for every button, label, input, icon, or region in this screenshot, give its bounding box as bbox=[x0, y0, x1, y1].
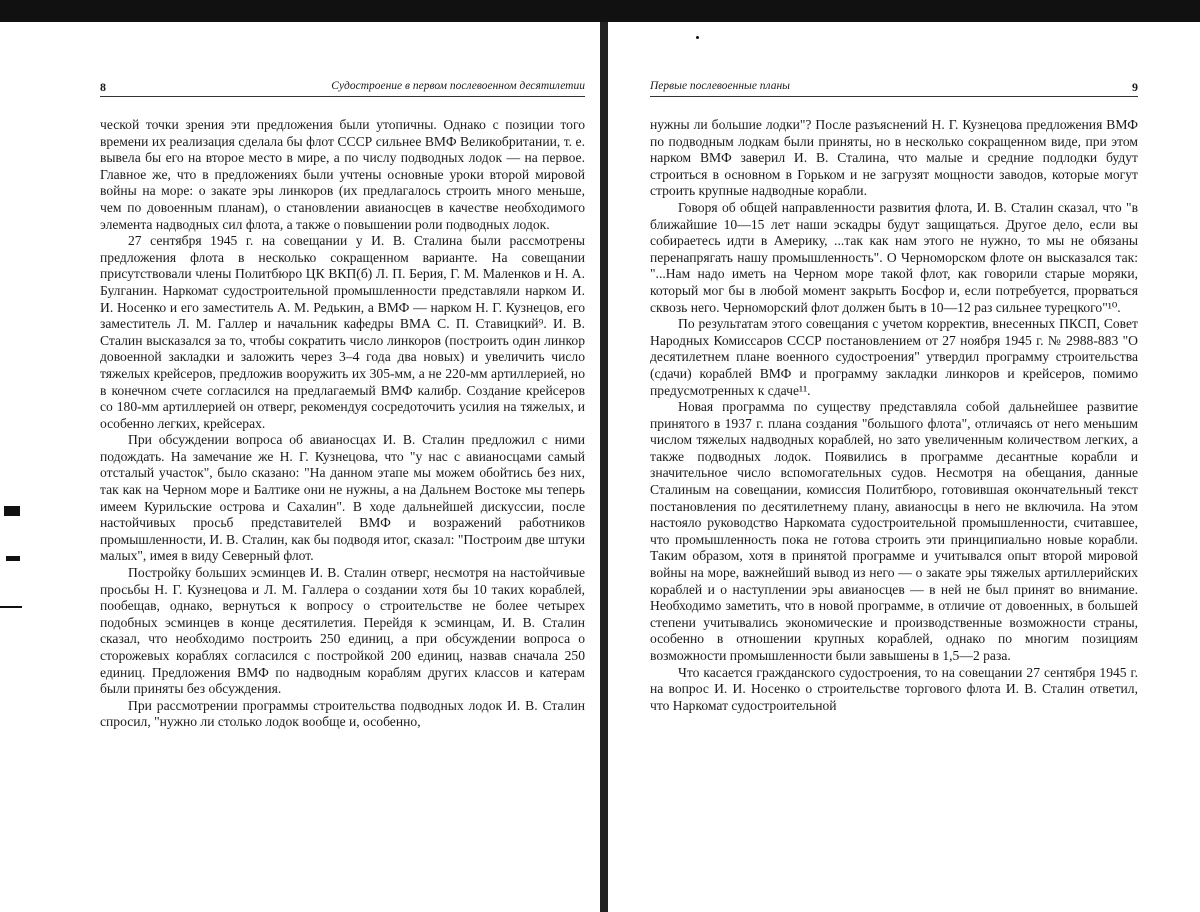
scan-speck bbox=[696, 36, 699, 39]
running-header bbox=[650, 80, 1138, 97]
page-body bbox=[100, 117, 585, 731]
paragraph: При рассмотрении программы строительства подводных лодок И. В. Сталин спросил, "нужно ли столько лодок вообще и, особенно, bbox=[100, 697, 585, 730]
paragraph: Что касается гражданского судостроения, то на совещании 27 сентября 1945 г. на вопрос И. И. Носенко о строительстве торгового флота И. В. Сталин ответил, что Наркомат судостроительной bbox=[650, 664, 1138, 713]
paragraph: Постройку больших эсминцев И. В. Сталин отверг, несмотря на настойчивые просьбы Н. Г. Кузнецова и Л. М. Галлера о создании хотя бы 10 таких кораблей, пообещав, однако, вернуться к вопросу о строительстве не более четырех подобных эсминцев в конце десятилетия. Перейдя к эсминцам, И. В. Сталин сказал, что необходимо построить 250 единиц, а при обсуждении вопроса о сторожевых кораблях согласился с постройкой 200 единиц, назвав сначала 250 единиц. Предложения ВМФ по надводным кораблям других классов и катерам были приняты без обсуждения. bbox=[100, 565, 585, 697]
paragraph: При обсуждении вопроса об авианосцах И. В. Сталин предложил с ними подождать. На замечание же Н. Г. Кузнецова, что "у нас с авианосцами самый отсталый участок", было сказано: "На данном этапе мы можем обойтись без них, так как на Черном море и Балтике они не нужны, а на Дальнем Востоке мы теперь имеем Курильские острова и Сахалин". В ходе дальнейшей дискуссии, после настойчивых просьб представителей ВМФ и возражений работников промышленности, И. В. Сталин, как бы подводя итог, сказал: "Построим две штуки малых", имея в виду Северный флот. bbox=[100, 432, 585, 564]
page-number: 9 bbox=[1132, 80, 1138, 94]
paragraph: Новая программа по существу представляла собой дальнейшее развитие принятого в 1937 г. плана создания "большого флота", отличаясь от него меньшим числом тяжелых надводных кораблей, но зато увеличенным количеством легких, а также подводных лодок. Появились в программе десантные корабли и значительное число вспомогательных судов. Несмотря на обещания, данные Сталиным на совещании, комиссия Политбюро, готовившая окончательный текст постановления по десятилетнему плану, авианосцы в него не включила. На этом настояло руководство Наркомата судостроительной промышленности, считавшее, что промышленность пока не готова строить эти принципиально новые корабли. Таким образом, хотя в принятой программе и учитывался опыт второй мировой войны на море, важнейший вывод из него — о закате эры тяжелых артиллерийских кораблей и о наступлении эры авианосцев — в ней не был принят во внимание. Необходимо заметить, что в новой программе, в отличие от довоенных, в большей степени учитывались экономические и производственные возможности страны, особенно в отношении крупных кораблей, однако по многим позициям возможности промышленности были завышены в 1,5—2 раза. bbox=[650, 399, 1138, 663]
paragraph: По результатам этого совещания с учетом корректив, внесенных ПКСП, Совет Народных Комиссаров СССР постановлением от 27 ноября 1945 г. № 2988-883 "О десятилетнем плане военного судостроения" утвердил программу строительства (сдачи) кораблей ВМФ и программу закладки линкоров и крейсеров, помимо предусмотренных к сдаче¹¹. bbox=[650, 316, 1138, 398]
left-page bbox=[100, 80, 585, 731]
paragraph: Говоря об общей направленности развития флота, И. В. Сталин сказал, что "в ближайшие 10—15 лет наши эскадры будут защищаться. Другое дело, если вы собираетесь идти в Америку, ...так как нам этого не нужно, то мы не обязаны перенапрягать нашу промышленность". О Черноморском флоте он высказался так: "...Нам надо иметь на Черном море такой флот, как говорили старые моряки, который мог бы в любой момент закрыть Босфор и, если потребуется, прорваться сквозь него. Черноморский флот должен быть в 10—12 раз сильнее турецкого"¹⁰. bbox=[650, 199, 1138, 315]
scan-margin-mark bbox=[4, 506, 20, 516]
scan-top-edge bbox=[0, 0, 1200, 22]
scan-margin-mark bbox=[0, 606, 22, 608]
right-page bbox=[650, 80, 1138, 714]
paragraph: ческой точки зрения эти предложения были утопичны. Однако с позиции того времени их реализация сделала бы флот СССР сильнее ВМФ Великобритании, т. е. вывела бы его на второе место в мире, а по числу подводных лодок — на первое. Главное же, что в предложениях были учтены основные уроки второй мировой войны на море: о закате эры линкоров (их предлагалось строить много меньше, чем по довоенным планам), о становлении авианосцев в качестве необходимого элемента надводных сил флота, а также о повышении роли подводных лодок. bbox=[100, 117, 585, 232]
paragraph: нужны ли большие лодки"? После разъяснений Н. Г. Кузнецова предложения ВМФ по подводным лодкам были приняты, но в несколько сокращенном виде, при этом нарком ВМФ заверил И. В. Сталина, что малые и средние подлодки будут строиться в основном в Горьком и не загрузят мощности заводов, которые могут строить крупные надводные корабли. bbox=[650, 117, 1138, 199]
page-body bbox=[650, 117, 1138, 714]
book-spine-shadow bbox=[600, 22, 608, 912]
page-number: 8 bbox=[100, 80, 106, 94]
running-title: Судостроение в первом послевоенном десятилетии bbox=[331, 80, 585, 92]
running-header bbox=[100, 80, 585, 97]
running-title: Первые послевоенные планы bbox=[650, 80, 790, 92]
scan-margin-mark bbox=[6, 556, 20, 561]
paragraph: 27 сентября 1945 г. на совещании у И. В. Сталина были рассмотрены предложения флота в несколько сокращенном варианте. На совещании присутствовали члены Политбюро ЦК ВКП(б) Л. П. Берия, Г. М. Маленков и Н. А. Булганин. Наркомат судостроительной промышленности представляли нарком И. И. Носенко и его заместитель А. М. Редькин, а ВМФ — нарком Н. Г. Кузнецов, его заместитель Л. М. Галлер и начальник кафедры ВМА С. П. Ставицкий⁹. И. В. Сталин высказался за то, чтобы сократить число линкоров (построить один линкор довоенной закладки и заложить через 3–4 года два новых) и увеличить число тяжелых крейсеров, предложив вооружить их 305-мм, а не 220-мм артиллерией, но в конечном счете согласился на предлагаемый ВМФ калибр. Создание крейсеров со 180-мм артиллерией он отверг, рекомендуя сосредоточить усилия на тяжелых, и особенно легких, крейсерах. bbox=[100, 233, 585, 431]
